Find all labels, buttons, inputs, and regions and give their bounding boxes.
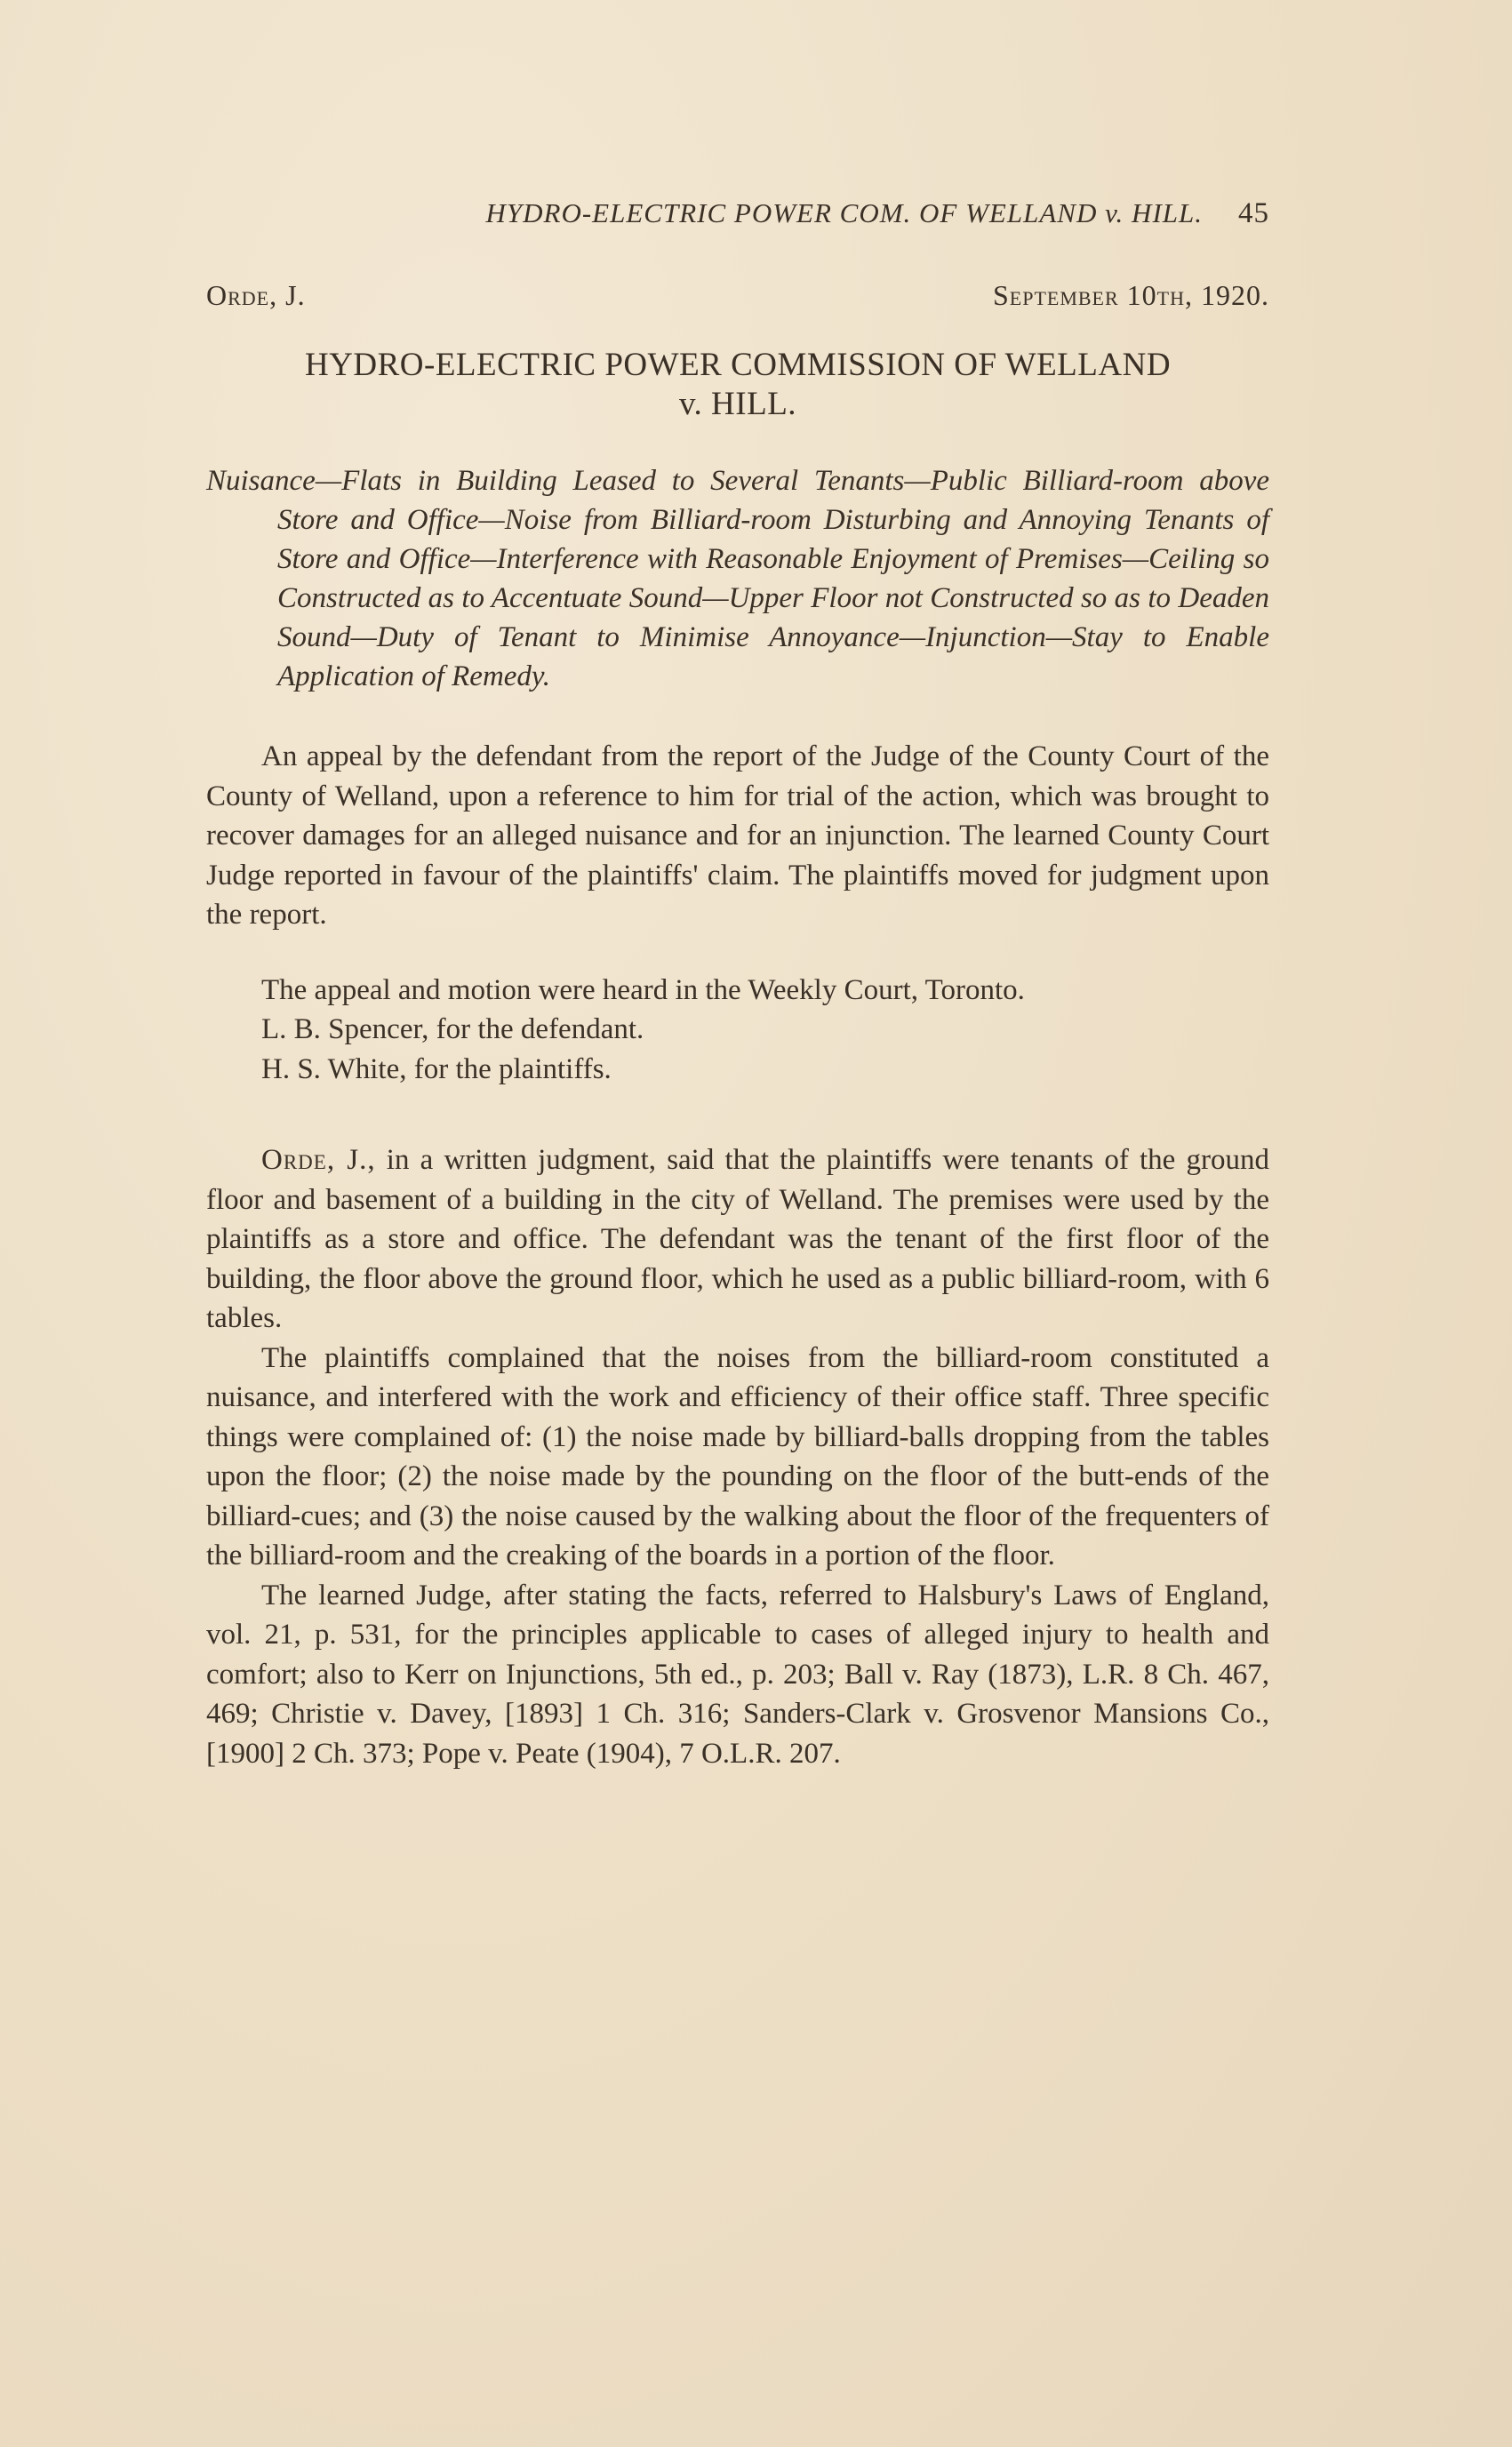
judgment-intro-text: in a written judgment, said that the plaintiffs were tenants of the ground floor and basement of a building in the city of Welland. The premises were used by the plaintiffs as a store and office. The defendant was the tenant of the first floor of the building, the floor above the ground floor, which he used as a public billiard-room, with 6 tables.	[206, 1144, 1269, 1334]
judge-lead: Orde, J.,	[261, 1144, 376, 1176]
paragraph-hearing: The appeal and motion were heard in the Weekly Court, Toronto.	[261, 973, 1025, 1006]
case-title-line-1: HYDRO-ELECTRIC POWER COMMISSION OF WELLAND	[304, 347, 1172, 383]
paragraph-judgment-intro	[206, 1140, 1269, 1339]
judgment-date: September 10th, 1920.	[992, 279, 1269, 311]
paragraph-appeal: An appeal by the defendant from the report of the Judge of the County Court of the County of Welland, upon a reference to him for trial of the action, which was brought to recover damages for an alleged nuisance and for an injunction. The learned County Court Judge reported in favour of the plaintiffs' claim. The plaintiffs moved for judgment upon the report.	[206, 740, 1269, 931]
paragraph-complaints: The plaintiffs complained that the noises from the billiard-room constituted a nuisance, and interfered with the work and efficiency of their office staff. Three specific things were complained of: (1) the noise made by billiard-balls dropping from the tables upon the floor; (2) the noise made by the pounding on the floor of the butt-ends of the billiard-cues; and (3) the noise caused by the walking about the floor of the frequenters of the billiard-room and the creaking of the boards in a portion of the floor.	[206, 1341, 1269, 1571]
running-head	[206, 197, 1269, 242]
dateline	[206, 279, 1269, 312]
running-head-title: HYDRO-ELECTRIC POWER COM. OF WELLAND v. HILL.	[485, 197, 1203, 228]
counsel-defendant: L. B. Spencer, for the defendant.	[261, 1013, 644, 1045]
paragraph-authorities: The learned Judge, after stating the facts, referred to Halsbury's Laws of England, vol. 21, p. 531, for the principles applicable to cases of alleged injury to health and comfort; also to Kerr on Injunctions, 5th ed., p. 203; Ball v. Ray (1873), L.R. 8 Ch. 467, 469; Christie v. Davey, [1893] 1 Ch. 316; Sanders-Clark v. Grosvenor Mansions Co., [1900] 2 Ch. 373; Pope v. Peate (1904), 7 O.L.R. 207.	[206, 1579, 1269, 1770]
case-title	[206, 346, 1269, 424]
judge-name: Orde, J.	[206, 279, 306, 311]
headnote: Nuisance—Flats in Building Leased to Several Tenants—Public Billiard-room above Store and Office—Noise from Billiard-room Disturbing and Annoying Tenants of Store and Office—Interference with Reasonable Enjoyment of Premises—Ceiling so Constructed as to Accentuate Sound—Upper Floor not Constructed so as to Deaden Sound—Duty of Tenant to Minimise Annoyance—Injunction—Stay to Enable Application of Remedy.	[206, 465, 1269, 692]
case-title-line-2: v. HILL.	[678, 386, 797, 422]
document-page	[206, 197, 1269, 1773]
page-number: 45	[1238, 197, 1269, 229]
counsel-plaintiffs: H. S. White, for the plaintiffs.	[261, 1052, 612, 1085]
